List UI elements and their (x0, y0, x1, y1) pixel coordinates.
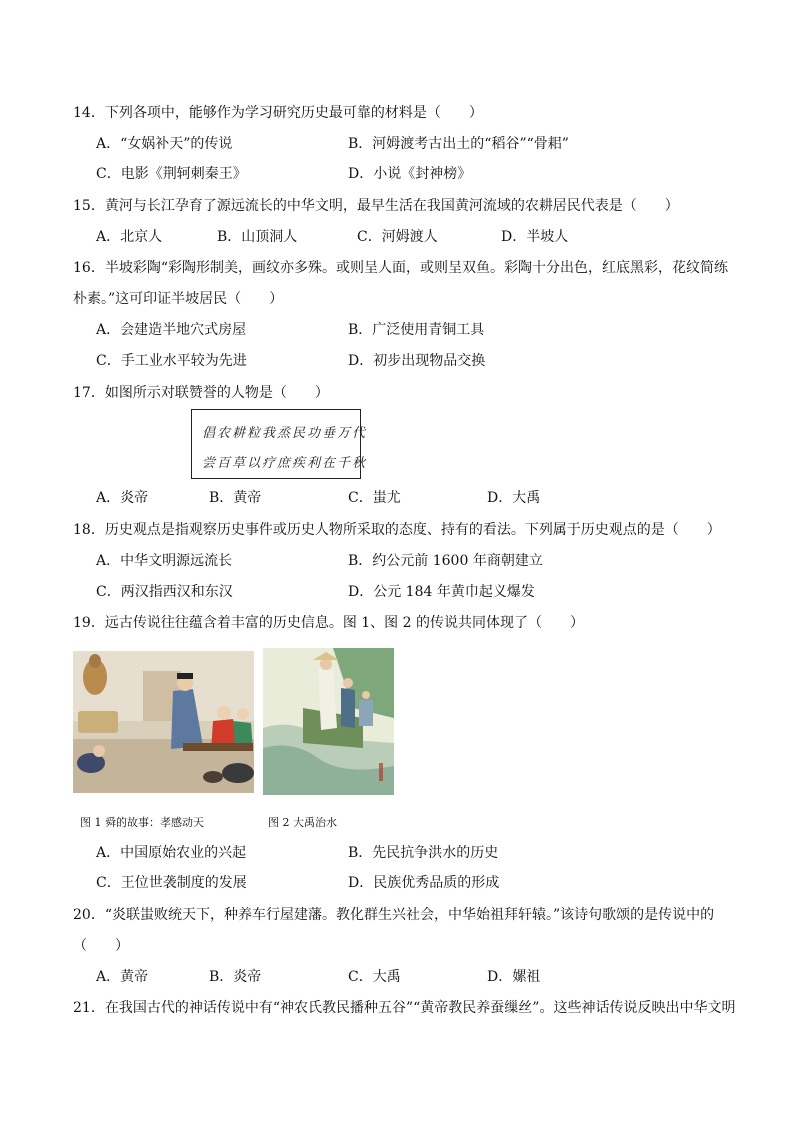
q17-option-a: A．炎帝 (96, 490, 149, 506)
q15-option-b: B．山顶洞人 (217, 229, 298, 245)
q18-option-d: D．公元 184 年黄巾起义爆发 (348, 584, 535, 600)
q17-option-c: C．蚩尤 (348, 490, 401, 506)
figure-2-illustration (263, 648, 394, 795)
figure-1-image (73, 651, 254, 793)
couplet-line-1: 倡农耕粒我烝民功垂万代 (202, 426, 368, 441)
q14-option-b: B．河姆渡考古出土的“稻谷”“骨耜” (348, 136, 569, 152)
q17-option-d: D．大禹 (487, 490, 541, 506)
q20-stem-line2: （ ） (73, 938, 129, 954)
q18-stem: 18．历史观点是指观察历史事件或历史人物所采取的态度、持有的看法。下列属于历史观点的是（ ） (73, 522, 721, 538)
q20-option-d: D．嫘祖 (487, 969, 541, 985)
q16-stem-line1: 16．半坡彩陶“彩陶形制美，画纹亦多殊。或则呈人面，或则呈双鱼。彩陶十分出色，红底黑彩，花纹简练 (73, 260, 728, 276)
q16-option-c: C．手工业水平较为先进 (96, 353, 247, 369)
couplet-box (191, 409, 368, 479)
q15-option-c: C．河姆渡人 (357, 229, 438, 245)
q20-option-a: A．黄帝 (96, 969, 149, 985)
q19-option-c: C．王位世袭制度的发展 (96, 875, 247, 891)
q20-option-b: B．炎帝 (209, 969, 262, 985)
q19-option-d: D．民族优秀品质的形成 (348, 875, 500, 891)
q14-option-c: C．电影《荆轲刺秦王》 (96, 166, 247, 182)
figure-2-image (263, 648, 394, 795)
q14-stem: 14．下列各项中，能够作为学习研究历史最可靠的材料是（ ） (73, 105, 483, 121)
q17-option-b: B．黄帝 (209, 490, 262, 506)
q19-option-b: B．先民抗争洪水的历史 (348, 845, 499, 861)
figure-2-caption: 图 2 大禹治水 (268, 816, 337, 829)
q16-option-b: B．广泛使用青铜工具 (348, 322, 485, 338)
q16-option-d: D．初步出现物品交换 (348, 353, 486, 369)
q18-option-b: B．约公元前 1600 年商朝建立 (348, 553, 543, 569)
q15-option-d: D．半坡人 (501, 229, 569, 245)
figure-1-caption: 图 1 舜的故事：孝感动天 (80, 816, 204, 829)
couplet-line-2: 尝百草以疗庶疾利在千秋 (202, 456, 368, 471)
q16-option-a: A．会建造半地穴式房屋 (96, 322, 247, 338)
q21-stem: 21．在我国古代的神话传说中有“神农氏教民播种五谷”“黄帝教民养蚕缫丝”。这些神话传说反映出中华文明 (73, 1000, 736, 1016)
q18-option-a: A．中华文明源远流长 (96, 553, 233, 569)
q19-option-a: A．中国原始农业的兴起 (96, 845, 247, 861)
q19-stem: 19．远古传说往往蕴含着丰富的历史信息。图 1、图 2 的传说共同体现了（ ） (73, 615, 584, 631)
q14-option-d: D．小说《封神榜》 (348, 166, 472, 182)
figure-1-illustration (73, 651, 254, 793)
q18-option-c: C．两汉指西汉和东汉 (96, 584, 233, 600)
q20-option-c: C．大禹 (348, 969, 401, 985)
q15-option-a: A．北京人 (96, 229, 163, 245)
q17-stem: 17．如图所示对联赞誉的人物是（ ） (73, 385, 329, 401)
q16-stem-line2: 朴素。”这可印证半坡居民（ ） (73, 291, 284, 307)
q20-stem-line1: 20．“炎联蚩败统天下，种养车行屋建藩。教化群生兴社会，中华始祖拜轩辕。”该诗句歌颂的是传说中的 (73, 907, 715, 923)
q15-stem: 15．黄河与长江孕育了源远流长的中华文明，最早生活在我国黄河流域的农耕居民代表是（ ） (73, 198, 679, 214)
q14-option-a: A．“女娲补天”的传说 (96, 136, 233, 152)
